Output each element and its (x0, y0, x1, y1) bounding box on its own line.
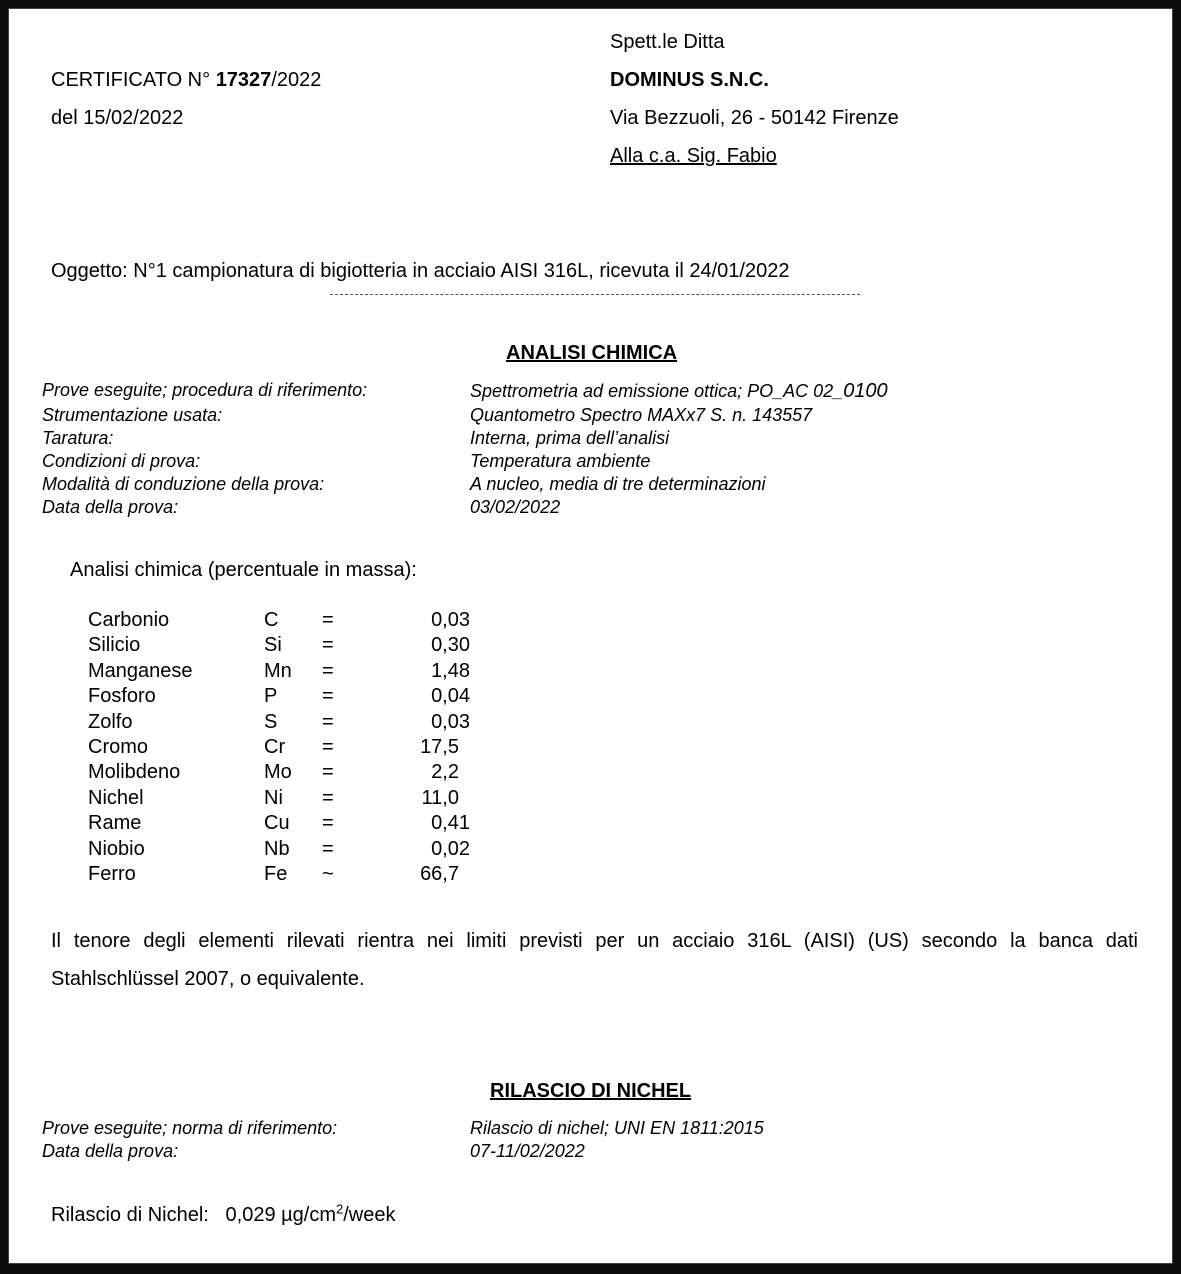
detail-label: Taratura: (42, 428, 114, 448)
composition-row (8, 863, 608, 888)
element-operator: = (322, 812, 334, 835)
element-name: Manganese (88, 659, 193, 682)
composition-row (8, 812, 608, 837)
element-operator: = (322, 659, 334, 682)
element-symbol: Ni (264, 786, 283, 809)
element-symbol: Mn (264, 659, 292, 682)
element-name: Zolfo (88, 710, 133, 733)
element-name: Silicio (88, 634, 141, 657)
nickel-release-title: RILASCIO DI NICHEL (490, 1080, 692, 1102)
certificate-date: del 15/02/2022 (51, 107, 184, 129)
element-symbol: Mo (264, 761, 292, 784)
element-value: 66,7 (420, 863, 459, 885)
subject-divider (330, 294, 860, 295)
element-name: Molibdeno (88, 761, 181, 784)
element-symbol: C (264, 609, 279, 631)
element-symbol: Cu (264, 812, 290, 835)
nickel-release-result: Rilascio di Nichel: 0,029 $\mu g/cm^2$/week (51, 1201, 396, 1226)
composition-row (8, 660, 608, 685)
detail-value: Interna, prima dell’analisi (470, 428, 670, 448)
element-value: 0,30 (431, 634, 470, 657)
detail-value: 07-11/02/2022 (470, 1141, 585, 1161)
element-operator: = (322, 786, 334, 809)
element-operator: = (322, 837, 334, 860)
subject-line: Oggetto: N°1 campionatura di bigiotteria in acciaio AISI 316L, ricevuta il 24/01/2022 (51, 260, 790, 282)
detail-label: Data della prova: (42, 497, 179, 517)
element-value: 0,03 (431, 609, 470, 631)
element-value: 0,02 (431, 837, 470, 860)
detail-label: Data della prova: (42, 1141, 179, 1161)
composition-row (8, 634, 608, 659)
composition-row (8, 609, 608, 634)
detail-label: Prove eseguite; procedura di riferimento: (42, 380, 368, 400)
detail-value: Spettrometria ad emissione ottica; PO_AC 02_0100 (470, 380, 888, 402)
certificate-number: CERTIFICATO N° 17327/2022 (51, 69, 322, 91)
element-operator: = (322, 609, 334, 631)
composition-heading: Analisi chimica (percentuale in massa): (70, 559, 417, 581)
element-operator: = (322, 685, 334, 708)
element-value: 0,04 (431, 685, 470, 708)
element-symbol: Cr (264, 736, 286, 758)
element-operator: = (322, 736, 334, 758)
element-value: 0,03 (431, 710, 470, 733)
composition-row (8, 761, 608, 786)
element-value: 1,48 (431, 659, 470, 682)
recipient-company: DOMINUS S.N.C. (610, 69, 769, 91)
element-name: Niobio (88, 837, 145, 860)
element-symbol: Fe (264, 863, 288, 885)
element-value: 17,5 (420, 736, 459, 758)
element-name: Cromo (88, 736, 149, 758)
certificate-page (8, 8, 1173, 1264)
recipient-attention: Alla c.a. Sig. Fabio (610, 145, 777, 167)
composition-row (8, 838, 608, 863)
element-symbol: P (264, 685, 278, 708)
chemical-analysis-title: ANALISI CHIMICA (506, 342, 678, 364)
detail-label: Condizioni di prova: (42, 451, 201, 471)
element-name: Nichel (88, 786, 144, 809)
composition-row (8, 736, 608, 761)
element-symbol: Si (264, 634, 282, 657)
composition-row (8, 711, 608, 736)
element-name: Fosforo (88, 685, 156, 708)
detail-value: Temperatura ambiente (470, 451, 651, 471)
element-value: 11,0 (421, 786, 459, 809)
detail-value: Quantometro Spectro MAXx7 S. n. 143557 (470, 405, 813, 425)
detail-value: A nucleo, media di tre determinazioni (470, 474, 766, 494)
element-name: Rame (88, 812, 142, 835)
element-symbol: S (264, 710, 278, 733)
element-operator: = (322, 761, 334, 784)
recipient-salutation: Spett.le Ditta (610, 31, 725, 53)
element-operator: ~ (322, 863, 334, 885)
detail-label: Modalità di conduzione della prova: (42, 474, 325, 494)
detail-label: Prove eseguite; norma di riferimento: (42, 1118, 338, 1138)
element-name: Ferro (88, 863, 136, 885)
element-operator: = (322, 710, 334, 733)
element-symbol: Nb (264, 837, 290, 860)
detail-value: Rilascio di nichel; UNI EN 1811:2015 (470, 1118, 764, 1138)
element-value: 0,41 (431, 812, 470, 835)
conclusion-paragraph: Il tenore degli elementi rilevati rientra nei limiti previsti per un acciaio 316L (AISI) (US) secondo la banca dati Stahlschlüssel 2007, o equivalente. (51, 930, 1138, 990)
composition-row (8, 685, 608, 710)
element-name: Carbonio (88, 609, 170, 631)
element-operator: = (322, 634, 334, 657)
composition-row (8, 787, 608, 812)
element-value: 2,2 (431, 761, 459, 784)
detail-label: Strumentazione usata: (42, 405, 223, 425)
detail-value: 03/02/2022 (470, 497, 561, 517)
recipient-address: Via Bezzuoli, 26 - 50142 Firenze (610, 107, 899, 129)
